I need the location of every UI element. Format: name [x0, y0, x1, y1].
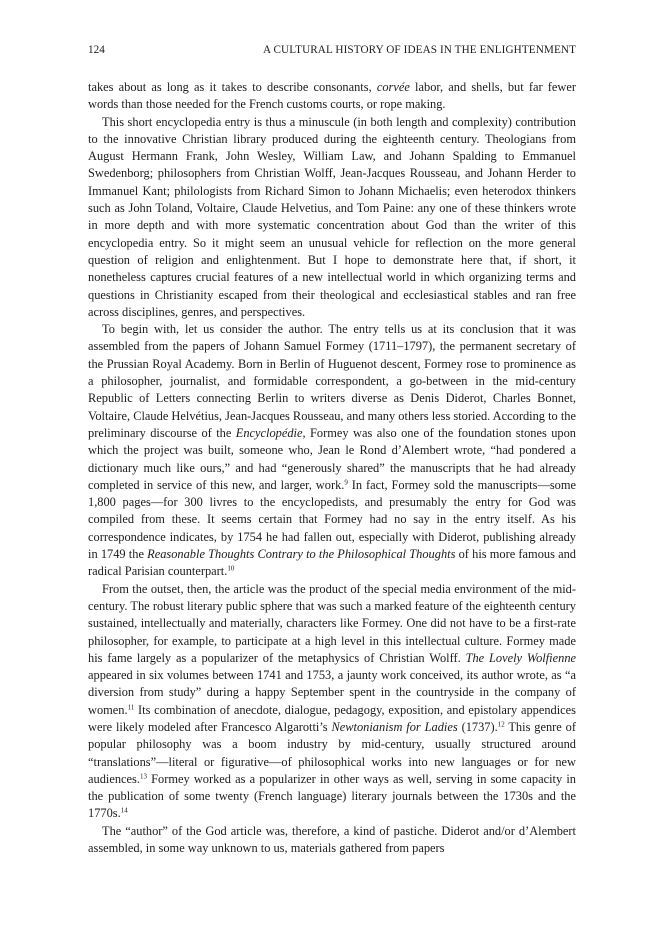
text-run: (1737). — [457, 719, 498, 734]
paragraph — [88, 581, 576, 823]
page-number: 124 — [88, 44, 105, 56]
text-run: Its combination of anecdote, dialogue, pedagogy, exposition, and epistolary appendices were likely modeled after Francesco Algarotti’s — [88, 702, 576, 734]
italic-text: Newtonianism for Ladies — [331, 719, 458, 734]
text-run: , Formey was also one of the foundation stones upon which the project was built, someone who, Jean le Rond d’Alembert wrote, “had pondered a dictionary much like ours,” and had “generously shared” the manuscripts that he had already completed in service of this new, and larger, work. — [88, 425, 576, 492]
text-run: The “author” of the God article was, therefore, a kind of pastiche. Diderot and/or d’Alembert assembled, in some way unknown to us, materials gathered from papers — [88, 823, 576, 856]
paragraph — [88, 114, 576, 322]
paragraph — [88, 321, 576, 580]
italic-text: Reasonable Thoughts Contrary to the Philosophical Thoughts — [147, 547, 456, 562]
footnote-marker: 14 — [120, 806, 128, 815]
text-run: In fact, Formey sold the manuscripts—some 1,800 pages—for 300 livres to the encyclopedists, and presumably the entry for God was compiled from these. It seems certain that Formey had no say in the entry itself. As his correspondence indicates, by 1754 he had fallen out, especially with Diderot, publishing already in 1749 the — [88, 477, 576, 562]
italic-text: The Lovely Wolfienne — [465, 650, 577, 665]
footnote-marker: 11 — [127, 703, 135, 712]
running-title: A CULTURAL HISTORY OF IDEAS IN THE ENLIGHTENMENT — [263, 44, 576, 56]
text-run: Formey worked as a popularizer in other ways as well, serving in some capacity in the publication of some twenty (French language) literary journals between the 1730s and the 1770s. — [88, 771, 576, 821]
text-run: appeared in six volumes between 1741 and 1753, a jaunty work conceived, its author wrote, as “a diversion from study” during a happy September spent in the countryside in the company of women. — [88, 668, 576, 717]
paragraph — [88, 823, 576, 858]
footnote-marker: 13 — [139, 772, 147, 781]
footnote-marker: 10 — [227, 564, 235, 573]
text-run: labor, and shells, but far fewer words than those needed for the French customs courts, or rope making. — [88, 80, 576, 112]
paragraph — [88, 79, 576, 114]
footnote-marker: 9 — [344, 478, 348, 487]
italic-text: Encyclopédie — [235, 425, 303, 440]
text-run: of his more famous and radical Parisian counterpart. — [88, 547, 576, 579]
text-run: takes about as long as it takes to describe consonants, — [88, 80, 377, 94]
footnote-marker: 12 — [497, 720, 505, 729]
text-run: To begin with, let us consider the author. The entry tells us at its conclusion that it was assembled from the papers of Johann Samuel Formey (1711–1797), the permanent secretary of the Prussian Royal Academy. Born in Berlin of Huguenot descent, Formey rose to prominence as a philosopher, journalist, and formidable correspondent, a go-between in the mid-century Republic of Letters connecting Berlin to writers diverse as Denis Diderot, Charles Bonnet, Voltaire, Claude Helvétius, Jean-Jacques Rousseau, and many others less storied. According to the preliminary discourse of the — [88, 322, 576, 440]
text-run: This short encyclopedia entry is thus a minuscule (in both length and complexity) contribution to the innovative Christian library produced during the eighteenth century. Theologians from August Hermann Frank, John Wesley, William Law, and Johann Spalding to Emmanuel Swedenborg; philosophers from Christian Wolff, Jean-Jacques Rousseau, and Johann Herder to Immanuel Kant; philologists from Richard Simon to Johann Michaelis; even heterodox thinkers such as John Toland, Voltaire, Claude Helvetius, and Tom Paine: any one of these thinkers wrote in more depth and with more systematic concentration about God than the writer of this encyclopedia entry. So it might seem an unusual vehicle for reflection on the more general question of religion and enlightenment. But I hope to demonstrate here that, if short, it nonetheless captures crucial features of a new intellectual world in which organizing terms and questions in Christianity escaped from their theological and ecclesiastical stables and ran free across disciplines, genres, and perspectives. — [88, 114, 576, 319]
text-run: From the outset, then, the article was the product of the special media environment of the mid-century. The robust literary public sphere that was such a marked feature of the eighteenth century sustained, intellectually and materially, characters like Formey. One did not have to be a first-rate philosopher, for example, to participate at a high level in this intellectual culture. Formey made his fame largely as a popularizer of the metaphysics of Christian Wolff. — [88, 581, 576, 665]
italic-text: corvée — [376, 80, 410, 94]
body-text — [88, 79, 576, 857]
text-run: This genre of popular philosophy was a boom industry by mid-century, usually structured around “translations”—literal or figurative—of philosophical works into new languages or for new audiences. — [88, 719, 576, 786]
